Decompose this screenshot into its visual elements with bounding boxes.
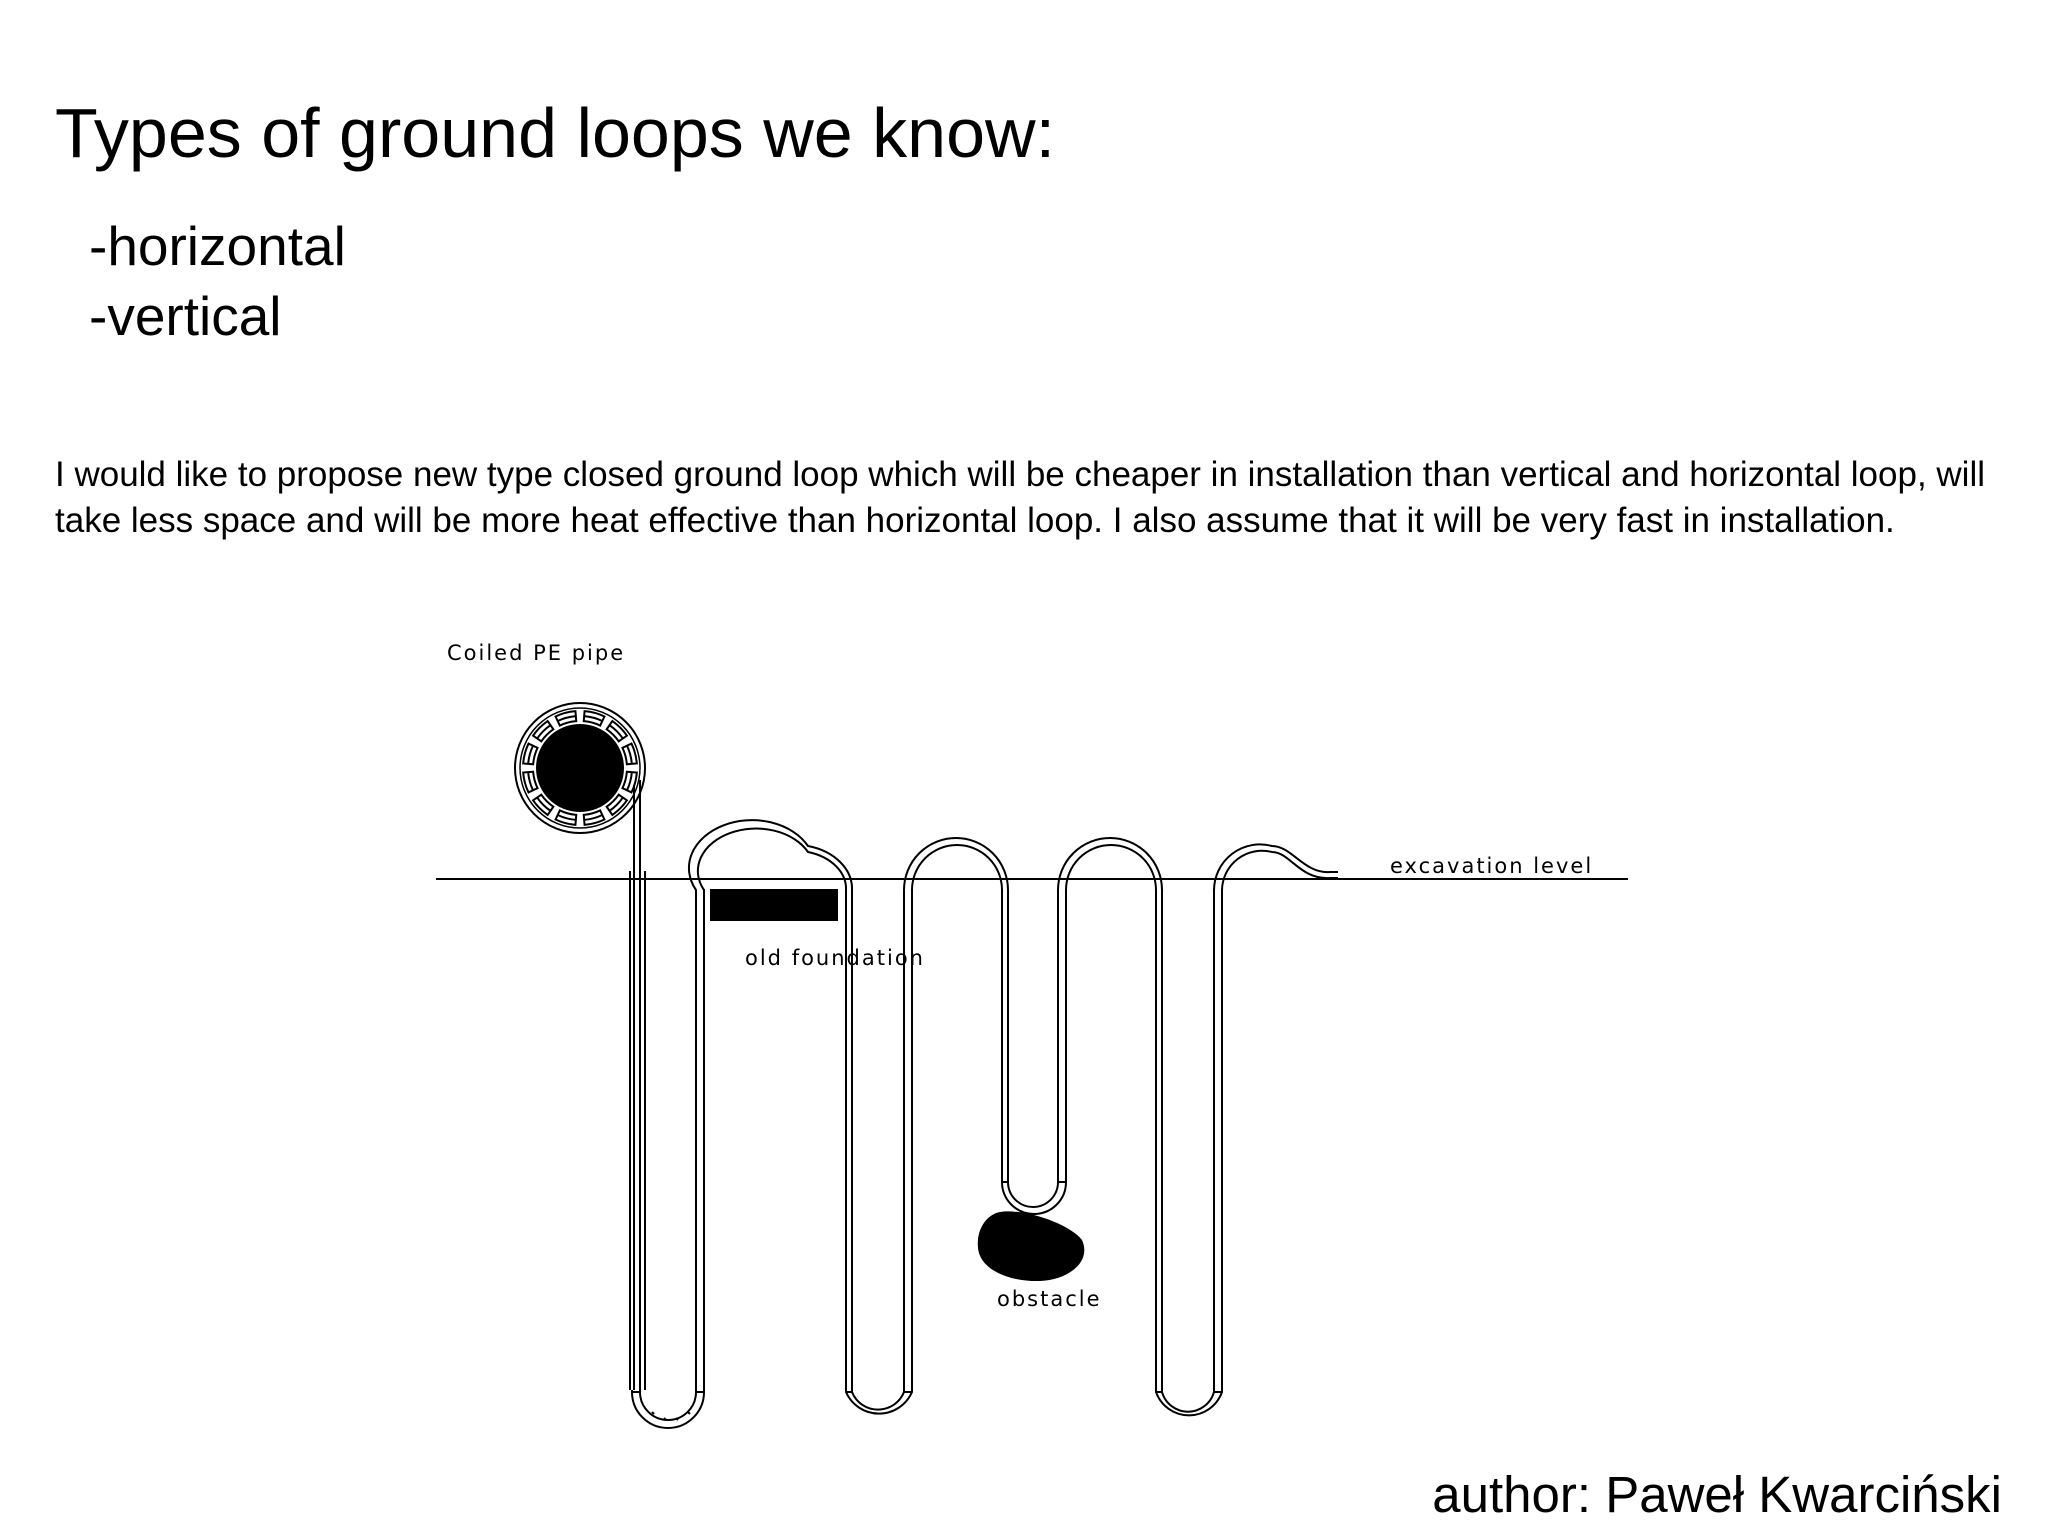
obstacle-label: obstacle bbox=[997, 1287, 1102, 1311]
coil-segment-midline bbox=[584, 716, 602, 721]
old-foundation bbox=[710, 889, 838, 921]
proposal-text: I would like to propose new type closed ground loop which will be cheaper in installation than vertical and horizontal loop, will take less space and will be more heat effective than horizontal loop. I also assume that it will be very fast in installation. bbox=[55, 455, 1986, 540]
loop-type-vertical: -vertical bbox=[89, 285, 282, 347]
coil-segment-midline bbox=[584, 815, 602, 820]
coiled-pipe-label: Coiled PE pipe bbox=[447, 641, 626, 665]
page-title: Types of ground loops we know: bbox=[55, 94, 1056, 172]
old-foundation-label: old foundation bbox=[745, 946, 925, 970]
coil-segment-midline bbox=[627, 772, 632, 790]
coil-segment-midline bbox=[558, 716, 576, 721]
coil-segment-midline bbox=[528, 772, 533, 790]
supply-pipe bbox=[630, 780, 645, 1390]
author-credit: author: Paweł Kwarciński bbox=[1432, 1466, 2002, 1523]
coil-segment-midline bbox=[528, 746, 533, 764]
loop-type-horizontal: -horizontal bbox=[89, 215, 346, 277]
coil-segment-midline bbox=[627, 746, 632, 764]
obstacle bbox=[978, 1211, 1085, 1281]
coil-segment-midline bbox=[558, 815, 576, 820]
excavation-level-label: excavation level bbox=[1390, 854, 1594, 878]
coiled-pipe-reel bbox=[515, 703, 645, 833]
